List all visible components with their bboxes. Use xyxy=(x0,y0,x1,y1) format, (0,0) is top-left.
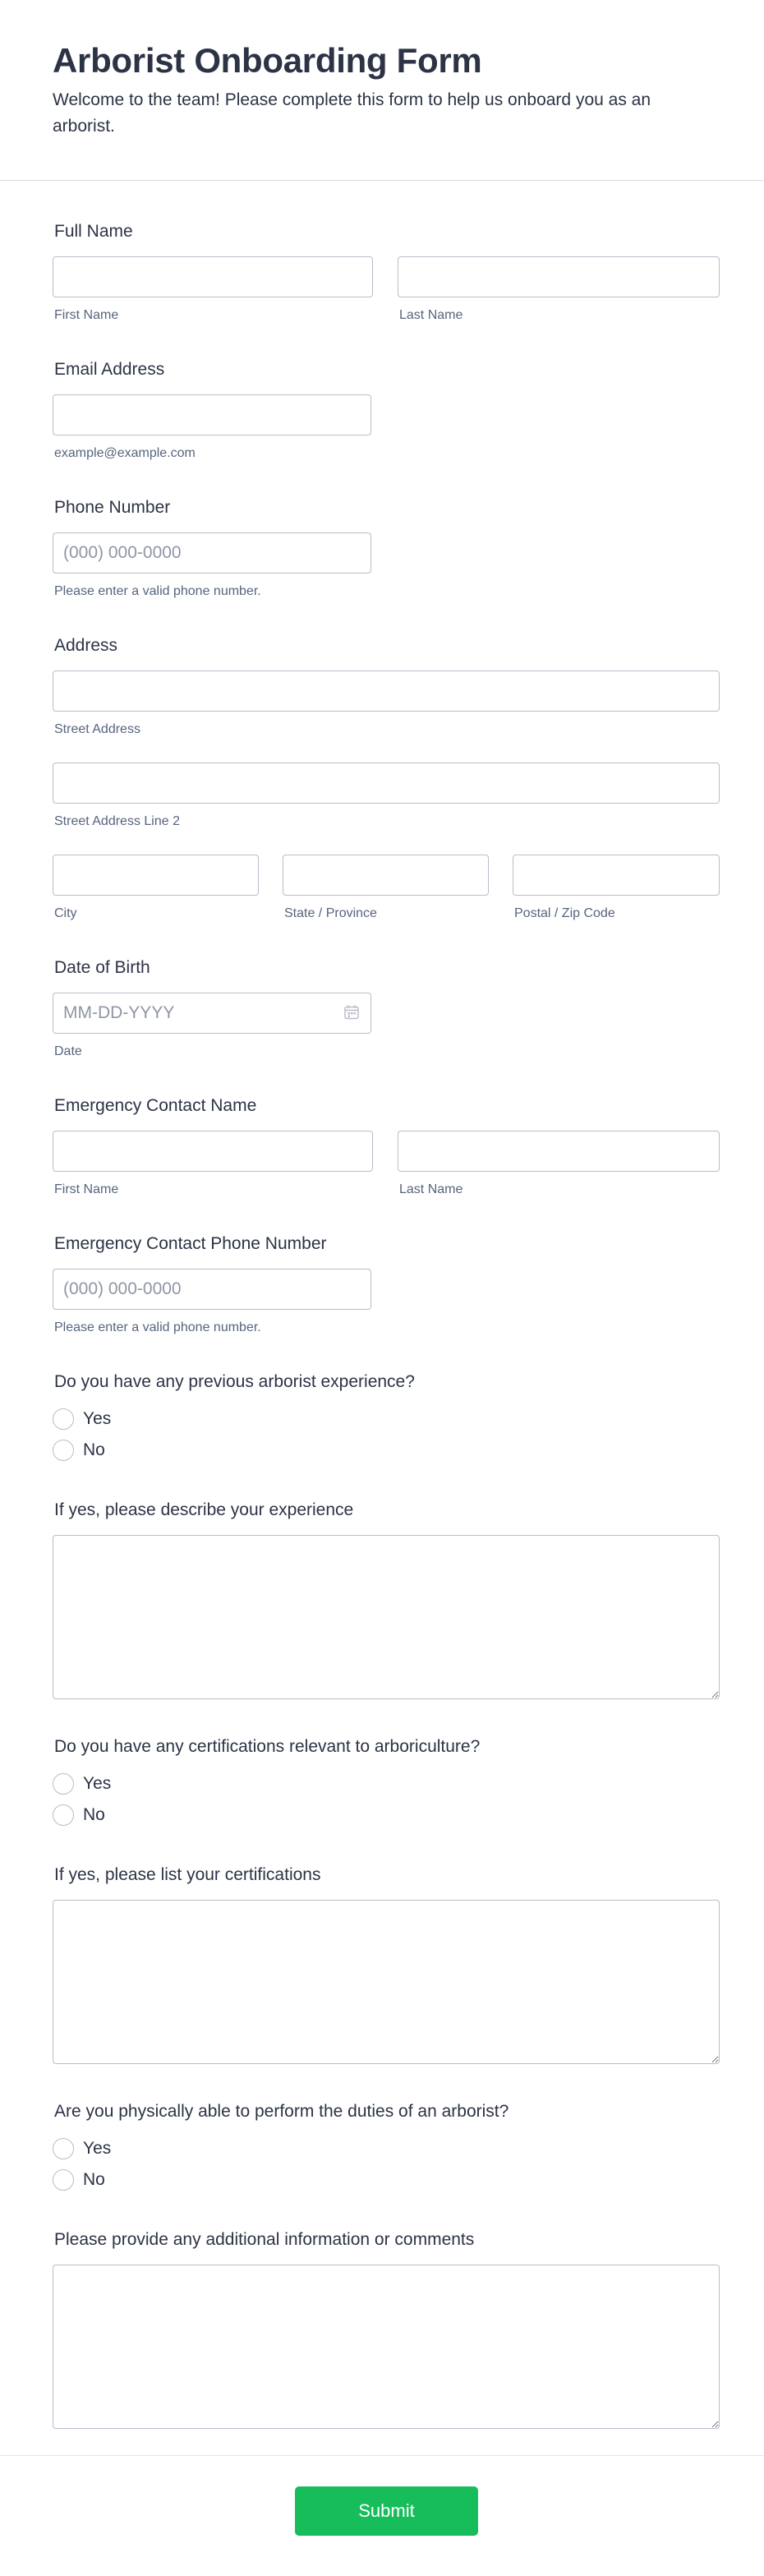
certifications-option-no[interactable] xyxy=(53,1804,105,1827)
first-name-input[interactable] xyxy=(53,256,373,297)
additional-label: Please provide any additional information or comments xyxy=(54,2230,475,2249)
physical-option-no[interactable] xyxy=(53,2168,105,2191)
radio-option-label: Yes xyxy=(83,1774,112,1793)
experience-label: Do you have any previous arborist experience? xyxy=(54,1372,415,1391)
email-label: Email Address xyxy=(54,360,165,379)
radio-circle[interactable] xyxy=(53,2138,74,2159)
city-sublabel: City xyxy=(54,906,77,920)
address-label: Address xyxy=(54,636,118,655)
zip-input[interactable] xyxy=(513,855,720,896)
radio-option-label: No xyxy=(83,1805,105,1824)
emergency-first-name-input[interactable] xyxy=(53,1131,373,1172)
radio-option-label: Yes xyxy=(83,1409,112,1428)
physical-label: Are you physically able to perform the duties of an arborist? xyxy=(54,2102,509,2121)
experience-option-no[interactable] xyxy=(53,1439,105,1462)
state-input[interactable] xyxy=(283,855,489,896)
zip-sublabel: Postal / Zip Code xyxy=(514,906,615,920)
phone-input[interactable] xyxy=(53,532,371,574)
experience-desc-textarea[interactable] xyxy=(53,1535,720,1699)
full-name-label: Full Name xyxy=(54,222,133,241)
first-name-sublabel: First Name xyxy=(54,308,119,322)
radio-circle[interactable] xyxy=(53,1804,74,1826)
certifications-label: Do you have any certifications relevant to arboriculture? xyxy=(54,1737,481,1756)
submit-button[interactable]: Submit xyxy=(295,2486,478,2536)
experience-desc-label: If yes, please describe your experience xyxy=(54,1500,354,1519)
certifications-option-yes[interactable] xyxy=(53,1772,111,1795)
last-name-input[interactable] xyxy=(398,256,720,297)
form-subtitle: Welcome to the team! Please complete this form to help us onboard you as an arborist. xyxy=(53,90,651,136)
street-address-sublabel: Street Address xyxy=(54,722,140,736)
emergency-phone-sublabel: Please enter a valid phone number. xyxy=(54,1320,261,1334)
emergency-name-label: Emergency Contact Name xyxy=(54,1096,257,1115)
state-sublabel: State / Province xyxy=(284,906,377,920)
emergency-last-name-sublabel: Last Name xyxy=(399,1182,463,1196)
physical-option-yes[interactable] xyxy=(53,2137,111,2160)
last-name-sublabel: Last Name xyxy=(399,308,463,322)
radio-circle[interactable] xyxy=(53,1408,74,1430)
emergency-phone-input[interactable] xyxy=(53,1269,371,1310)
dob-sublabel: Date xyxy=(54,1044,82,1058)
phone-label: Phone Number xyxy=(54,498,171,517)
emergency-last-name-input[interactable] xyxy=(398,1131,720,1172)
street-address-input[interactable] xyxy=(53,670,720,712)
radio-option-label: No xyxy=(83,1440,105,1459)
experience-option-yes[interactable] xyxy=(53,1408,111,1431)
radio-circle[interactable] xyxy=(53,1773,74,1795)
radio-circle[interactable] xyxy=(53,2169,74,2191)
phone-sublabel: Please enter a valid phone number. xyxy=(54,584,261,598)
emergency-phone-label: Emergency Contact Phone Number xyxy=(54,1234,327,1253)
cert-list-label: If yes, please list your certifications xyxy=(54,1865,321,1884)
additional-textarea[interactable] xyxy=(53,2265,720,2429)
radio-circle[interactable] xyxy=(53,1440,74,1461)
street-address-line2-input[interactable] xyxy=(53,763,720,804)
city-input[interactable] xyxy=(53,855,259,896)
form-title: Arborist Onboarding Form xyxy=(53,41,482,80)
cert-list-textarea[interactable] xyxy=(53,1900,720,2064)
radio-option-label: Yes xyxy=(83,2139,112,2158)
emergency-first-name-sublabel: First Name xyxy=(54,1182,119,1196)
email-input[interactable] xyxy=(53,394,371,435)
dob-label: Date of Birth xyxy=(54,958,150,977)
street-address-line2-sublabel: Street Address Line 2 xyxy=(54,814,180,828)
radio-option-label: No xyxy=(83,2170,105,2189)
email-sublabel: example@example.com xyxy=(54,446,196,460)
dob-input[interactable] xyxy=(53,993,371,1034)
form-header xyxy=(0,0,764,181)
calendar-icon[interactable] xyxy=(343,1004,360,1021)
